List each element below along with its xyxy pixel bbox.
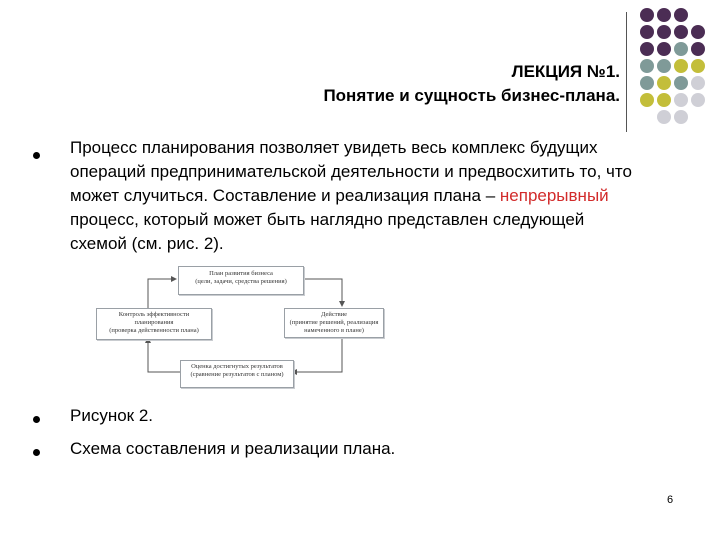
planning-cycle-diagram [96,262,384,396]
diagram-box-text: Действие [320,311,348,318]
arrow-right-to-bottom [292,336,342,372]
page-number: 6 [667,494,674,506]
decor-dot [640,42,654,56]
diagram-box-text: Оценка достигнутых результатов [191,363,283,370]
body-text-part-2: процесс, который может быть наглядно представлен следующей схемой (см. рис. 2). [70,210,585,253]
diagram-box-text: Контроль эффективности [118,311,190,318]
slide-title [323,60,620,108]
body-text-part-1: Процесс планирования позволяет увидеть весь комплекс будущих операций предпринимательской деятельности и предвосхитить то, что может случиться. Составление и реализация плана – [70,138,632,205]
decor-dot [640,76,654,90]
decor-dot [640,93,654,107]
bullet-icon [33,152,40,159]
figure-caption-number: Рисунок 2. [70,406,154,425]
title-divider-line [626,12,627,132]
diagram-box-control [96,308,212,340]
highlight-word: непрерывный [499,186,609,205]
bullet-icon [33,449,40,456]
figure-caption-title: Схема составления и реализации плана. [70,439,396,458]
diagram-box-text: (цели, задачи, средства решения) [195,278,287,285]
decor-dot [691,76,705,90]
diagram-box-business-plan [178,266,304,295]
decor-dot [657,42,671,56]
arrow-bottom-to-left [148,338,180,372]
body-paragraph [70,136,640,256]
diagram-box-text: (проверка действенности плана) [109,327,199,334]
decor-dot [640,25,654,39]
decor-dot [691,93,705,107]
decor-dot [657,25,671,39]
diagram-box-text: намеченного в плане) [304,327,364,334]
decor-dot [674,42,688,56]
bullet-icon [33,416,40,423]
title-line-2: Понятие и сущность бизнес-плана. [323,86,620,105]
diagram-box-text: План развития бизнеса [209,270,273,277]
decor-dot [657,93,671,107]
decor-dot [674,93,688,107]
decor-dot [640,8,654,22]
arrow-left-to-top [148,279,176,308]
diagram-box-text: планирования [134,319,174,326]
diagram-box-action [284,308,384,338]
title-line-1: ЛЕКЦИЯ №1. [511,62,620,81]
decor-dot [674,76,688,90]
decor-dot [640,59,654,73]
diagram-box-evaluation [180,360,294,388]
decor-dot [674,8,688,22]
arrow-top-to-right [302,279,342,306]
diagram-box-text: (принятие решений, реализация [289,319,379,326]
decor-dot [691,25,705,39]
decor-dot [674,25,688,39]
decor-dot [657,76,671,90]
decor-dot [657,8,671,22]
decor-dot [657,59,671,73]
decor-dot [691,42,705,56]
decor-dot [691,59,705,73]
decor-dot [674,110,688,124]
decorative-dot-grid [640,8,720,128]
decor-dot [657,110,671,124]
diagram-box-text: (сравнение результатов с планом) [190,371,284,378]
decor-dot [674,59,688,73]
